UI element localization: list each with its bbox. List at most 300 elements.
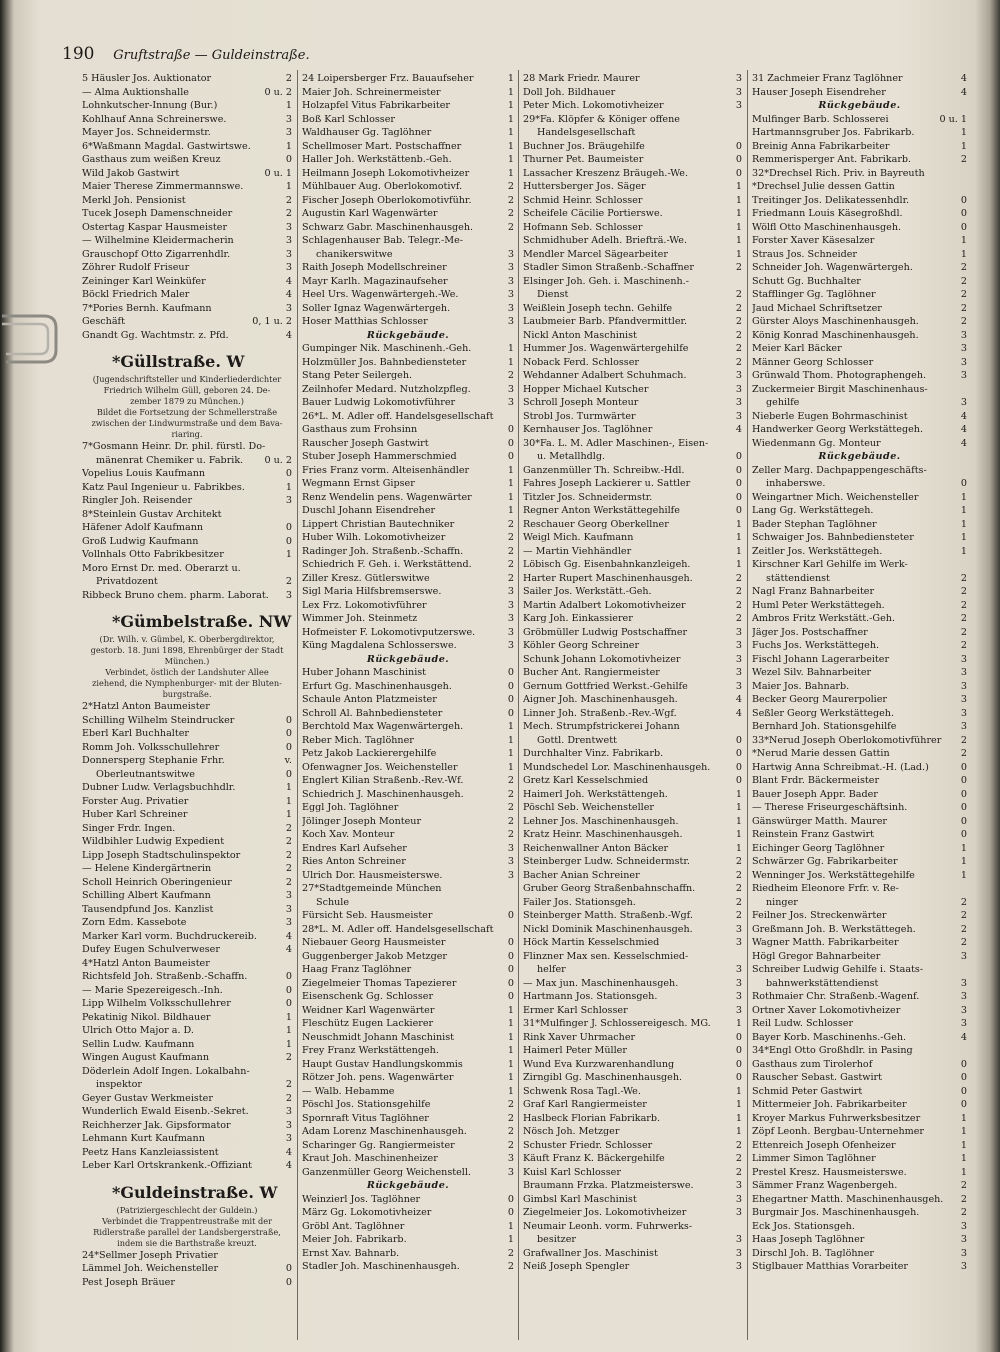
entry-text: Wunderlich Ewald Eisenb.-Sekret.	[82, 1106, 249, 1117]
floor-number: 2	[960, 262, 967, 273]
floor-number: 3	[507, 869, 514, 881]
entry-text: Lämmel Joh. Weichensteller	[82, 1263, 219, 1274]
floor-number: 3	[960, 977, 967, 989]
resident-entry	[523, 653, 742, 667]
floor-number: 2	[735, 316, 742, 327]
resident-entry	[82, 903, 292, 917]
floor-number: 1	[285, 140, 292, 152]
floor-number: 0	[507, 1193, 514, 1205]
resident-entry	[752, 680, 967, 694]
entry-text: Ziegelmeier Jos. Lokomotivheizer	[523, 1207, 687, 1218]
entry-text: Nickl Dominik Maschinenhausgeh.	[523, 923, 693, 935]
floor-number: 0	[285, 535, 292, 547]
floor-number: 3	[735, 626, 742, 638]
floor-number: 2	[285, 194, 292, 206]
floor-number: 0 u. 1	[264, 167, 292, 179]
entry-text: Pöschl Jos. Stationsgehilfe	[302, 1099, 431, 1110]
entry-text: Soller Ignaz Wagenwärtergeh.	[302, 302, 451, 314]
entry-text: Stadler Joh. Maschinenhausgeh.	[302, 1261, 460, 1272]
floor-number: 2	[960, 1207, 967, 1218]
entry-text: 8*Steinlein Gustav Architekt	[82, 508, 222, 520]
resident-entry	[82, 714, 292, 728]
entry-text: Eisenschenk Gg. Schlosser	[302, 991, 434, 1002]
resident-entry	[523, 801, 742, 815]
entry-text: Ganzenmüller Georg Weichenstell.	[302, 1166, 471, 1178]
floor-number: 2	[735, 343, 742, 354]
entry-text: Hummer Jos. Wagenwärtergehilfe	[523, 343, 689, 354]
resident-entry	[523, 599, 742, 613]
resident-entry	[82, 140, 292, 154]
entry-text: Schroll Joseph Monteur	[523, 397, 639, 408]
entry-text: Haas Joseph Taglöhner	[752, 1234, 865, 1245]
entry-text: Sigl Maria Hilfsbremserswe.	[302, 586, 442, 597]
entry-text: Fahres Joseph Lackierer u. Sattler	[523, 478, 691, 489]
floor-number: 3	[735, 991, 742, 1002]
resident-entry	[523, 1098, 742, 1112]
entry-text: 24*Sellmer Joseph Privatier	[82, 1249, 218, 1261]
entry-text: helfer	[537, 964, 566, 975]
resident-entry	[752, 612, 967, 626]
resident-entry	[752, 221, 967, 235]
resident-entry	[302, 234, 514, 248]
entry-text: Schellmoser Mart. Postschaffner	[302, 140, 462, 152]
floor-number: 3	[507, 626, 514, 638]
resident-entry	[752, 815, 967, 829]
entry-text: Rothmaier Chr. Straßenb.-Wagenf.	[752, 991, 920, 1002]
floor-number: 3	[507, 586, 514, 597]
resident-entry	[82, 727, 292, 741]
entry-text: 32*Drechsel Rich. Priv. in Bayreuth	[752, 167, 925, 179]
floor-number: 2	[507, 788, 514, 800]
entry-text: Reschauer Georg Oberkellner	[523, 518, 669, 530]
resident-entry	[523, 396, 742, 410]
entry-text: Ettenreich Joseph Ofenheizer	[752, 1139, 896, 1151]
floor-number: 0	[960, 802, 967, 813]
entry-text: Rückgebäude.	[366, 653, 450, 665]
resident-entry	[523, 491, 742, 505]
entry-text: 6*Waßmann Magdal. Gastwirtswe.	[82, 140, 251, 152]
resident-entry	[302, 504, 514, 518]
resident-entry	[82, 916, 292, 930]
resident-entry	[752, 1098, 967, 1112]
running-title: Gruftstraße — Guldeinstraße.	[113, 48, 310, 63]
floor-number: 0	[285, 714, 292, 726]
resident-entry	[302, 599, 514, 613]
floor-number: 1	[735, 208, 742, 219]
entry-text: Privatdozent	[96, 576, 158, 587]
floor-number: 0	[285, 1263, 292, 1274]
floor-number: 1	[507, 505, 514, 516]
floor-number: 1	[960, 235, 967, 246]
resident-entry	[523, 288, 742, 302]
entry-text: Meier Joh. Fabrikarb.	[302, 1234, 407, 1245]
resident-entry	[752, 639, 967, 653]
page-header	[62, 44, 962, 64]
floor-number: 3	[735, 383, 742, 395]
resident-entry	[523, 234, 742, 248]
floor-number: 1	[735, 842, 742, 854]
street-note: Ridlerstraße parallel der Landsbergerstraße,	[93, 1226, 281, 1237]
resident-entry	[752, 167, 967, 181]
entry-text: Ernst Xav. Bahnarb.	[302, 1247, 400, 1259]
entry-text: Rauscher Sebast. Gastwirt	[752, 1072, 883, 1083]
entry-text: Kroyer Markus Fuhrwerksbesitzer	[752, 1112, 921, 1124]
entry-text: Wingen August Kaufmann	[82, 1052, 210, 1063]
floor-number: 1	[507, 356, 514, 368]
floor-number: 3	[285, 903, 292, 915]
resident-entry	[752, 774, 967, 788]
entry-text: Hopper Michael Kutscher	[523, 383, 649, 395]
directory-column-4	[752, 72, 967, 1342]
entry-text: Buchner Jos. Bräugehilfe	[523, 140, 645, 152]
resident-entry	[752, 1166, 967, 1180]
floor-number: 1	[735, 532, 742, 543]
resident-entry	[523, 747, 742, 761]
resident-entry	[752, 734, 967, 748]
floor-number: 3	[735, 964, 742, 975]
entry-text: Tausendpfund Jos. Kanzlist	[82, 903, 214, 915]
entry-text: Guggenberger Jakob Metzger	[302, 950, 448, 962]
entry-text: Stafflinger Gg. Taglöhner	[752, 289, 876, 300]
resident-entry	[523, 342, 742, 356]
floor-number: 2	[735, 613, 742, 624]
section-label	[302, 329, 514, 343]
entry-text: Bauer Ludwig Lokomotivführer	[302, 397, 456, 408]
entry-text: Schneider Joh. Wagenwärtergeh.	[752, 262, 913, 273]
resident-entry	[752, 1085, 967, 1099]
floor-number: 0 u. 2	[264, 86, 292, 98]
floor-number: 2	[960, 275, 967, 287]
floor-number: 2	[735, 329, 742, 341]
entry-text: Mayer Jos. Schneidermstr.	[82, 127, 211, 138]
floor-number: 3	[735, 410, 742, 422]
floor-number: 1	[960, 248, 967, 260]
entry-text: Schroll Al. Bahnbediensteter	[302, 707, 443, 719]
resident-entry	[82, 1249, 292, 1263]
floor-number: 3	[960, 1018, 967, 1029]
floor-number: 2	[507, 1139, 514, 1151]
entry-text: — Wilhelmine Kleidermacherin	[82, 235, 234, 246]
entry-text: Treitinger Jos. Delikatessenhdlr.	[752, 194, 910, 206]
entry-text: Häfener Adolf Kaufmann	[82, 522, 204, 533]
floor-number: 0	[507, 964, 514, 975]
floor-number: 3	[960, 370, 967, 381]
resident-entry	[523, 1166, 742, 1180]
entry-text: Haslbeck Florian Fabrikarb.	[523, 1112, 661, 1124]
entry-text: Sämmer Franz Wagenbergeh.	[752, 1180, 898, 1191]
floor-number: 1	[960, 1112, 967, 1124]
floor-number: 0	[285, 468, 292, 479]
entry-text: 30*Fa. L. M. Adler Maschinen-, Eisen-	[523, 437, 709, 449]
floor-number: 1	[735, 1099, 742, 1110]
resident-entry	[752, 599, 967, 613]
resident-entry	[302, 869, 514, 883]
resident-entry	[82, 930, 292, 944]
floor-number: 4	[285, 275, 292, 287]
resident-entry	[302, 288, 514, 302]
floor-number: 4	[960, 86, 967, 98]
entry-text: Huber Wilh. Lokomotivheizer	[302, 532, 446, 543]
resident-entry	[523, 936, 742, 950]
resident-entry	[752, 72, 967, 86]
resident-entry	[302, 275, 514, 289]
floor-number: 2	[960, 613, 967, 624]
resident-entry	[82, 207, 292, 221]
resident-entry	[752, 1004, 967, 1018]
street-heading: *Gümbelstraße. NW	[112, 612, 292, 631]
floor-number: 1	[735, 802, 742, 813]
floor-number: 1	[507, 1004, 514, 1016]
resident-entry	[752, 153, 967, 167]
floor-number: 0	[507, 950, 514, 962]
entry-text: Steinberger Matth. Straßenb.-Wgf.	[523, 910, 693, 921]
entry-text: Scholl Heinrich Oberingenieur	[82, 876, 232, 888]
resident-entry	[302, 626, 514, 640]
entry-text: Schlagenhauser Bab. Telegr.-Me-	[302, 235, 464, 246]
resident-entry	[752, 302, 967, 316]
floor-number: 0	[507, 437, 514, 449]
entry-text: Reichenwallner Anton Bäcker	[523, 842, 669, 854]
resident-entry	[302, 1044, 514, 1058]
resident-entry	[523, 707, 742, 721]
entry-text: Vollnhals Otto Fabrikbesitzer	[82, 549, 224, 560]
resident-entry	[523, 666, 742, 680]
floor-number: 1	[735, 1112, 742, 1124]
resident-entry	[523, 626, 742, 640]
resident-entry	[82, 1065, 292, 1079]
entry-text: Thurner Pet. Baumeister	[523, 154, 644, 165]
resident-entry	[752, 1220, 967, 1234]
floor-number: 3	[507, 1153, 514, 1164]
entry-text: — Martin Viehhändler	[523, 545, 632, 557]
resident-entry	[752, 761, 967, 775]
entry-text: Waldhauser Gg. Taglöhner	[302, 127, 432, 138]
entry-text: Boß Karl Schlosser	[302, 113, 395, 125]
floor-number: 3	[960, 397, 967, 408]
entry-text: Zöhrer Rudolf Friseur	[82, 262, 190, 273]
resident-entry	[302, 801, 514, 815]
floor-number: 3	[285, 113, 292, 125]
entry-text: Burgmair Jos. Maschinenhausgeh.	[752, 1207, 920, 1218]
floor-number: 2	[735, 910, 742, 921]
entry-text: Aigner Joh. Maschinenhausgeh.	[523, 694, 678, 705]
entry-text: Zorn Edm. Kassebote	[82, 917, 187, 928]
entry-text: Singer Frdr. Ingen.	[82, 822, 176, 834]
floor-number: 3	[285, 262, 292, 273]
entry-text: Riedheim Eleonore Frfr. v. Re-	[752, 883, 899, 894]
entry-text: inhaberswe.	[766, 478, 826, 489]
resident-entry	[302, 410, 514, 424]
floor-number: 3	[285, 890, 292, 901]
entry-text: Nagl Franz Bahnarbeiter	[752, 586, 875, 597]
floor-number: 2	[960, 626, 967, 638]
floor-number: 2	[960, 154, 967, 165]
entry-text: Gumpinger Nik. Maschinenh.-Geh.	[302, 343, 472, 354]
resident-entry	[82, 970, 292, 984]
entry-text: Ribbeck Bruno chem. pharm. Laborat.	[82, 589, 269, 601]
entry-text: 31*Mulfinger J. Schlossereigesch. MG.	[523, 1018, 711, 1029]
resident-entry	[523, 261, 742, 275]
floor-number: 4	[960, 437, 967, 449]
resident-entry	[752, 140, 967, 154]
resident-entry	[302, 572, 514, 586]
floor-number: 1	[507, 478, 514, 489]
floor-number: 3	[735, 923, 742, 935]
floor-number: 0	[960, 1099, 967, 1110]
entry-text: Friedmann Louis Käsegroßhdl.	[752, 208, 903, 219]
entry-text: Fischer Joseph Oberlokomotivführ.	[302, 194, 472, 206]
floor-number: 0, 1 u. 2	[252, 316, 292, 327]
resident-entry	[523, 693, 742, 707]
column-divider	[297, 70, 298, 1340]
resident-entry	[523, 1071, 742, 1085]
resident-entry	[82, 984, 292, 998]
resident-entry	[82, 180, 292, 194]
floor-number: 2	[285, 73, 292, 84]
resident-entry	[523, 869, 742, 883]
entry-text: 27*Stadtgemeinde München	[302, 883, 442, 894]
floor-number: 1	[735, 1126, 742, 1137]
resident-entry	[302, 1152, 514, 1166]
resident-entry	[523, 585, 742, 599]
resident-entry	[752, 356, 967, 370]
resident-entry	[82, 1078, 292, 1092]
floor-number: 2	[507, 802, 514, 813]
entry-text: Wild Jakob Gastwirt	[82, 167, 180, 179]
entry-text: Lassacher Kreszenz Bräugeh.-We.	[523, 167, 688, 179]
floor-number: 1	[507, 1072, 514, 1083]
resident-entry	[752, 1125, 967, 1139]
entry-text: Wagner Matth. Fabrikarbeiter	[752, 937, 899, 948]
entry-text: Wiedenmann Gg. Monteur	[752, 437, 881, 449]
entry-text: Frey Franz Werkstättengeh.	[302, 1045, 439, 1056]
floor-number: 1	[735, 235, 742, 246]
entry-text: 5 Häusler Jos. Auktionator	[82, 73, 212, 84]
entry-text: Vopelius Louis Kaufmann	[82, 468, 206, 479]
entry-text: Mech. Strumpfstrickerei Johann	[523, 721, 680, 732]
resident-entry	[302, 86, 514, 100]
entry-text: Wildbihler Ludwig Expedient	[82, 836, 225, 847]
resident-entry	[752, 261, 967, 275]
resident-entry	[752, 207, 967, 221]
resident-entry	[302, 450, 514, 464]
resident-entry	[523, 612, 742, 626]
resident-entry	[302, 1085, 514, 1099]
floor-number: 3	[735, 680, 742, 692]
entry-text: Stang Peter Seilergeh.	[302, 370, 413, 381]
entry-text: Straus Jos. Schneider	[752, 248, 857, 260]
floor-number: 3	[735, 1004, 742, 1016]
entry-text: stättendienst	[766, 572, 830, 584]
floor-number: 1	[507, 1085, 514, 1097]
floor-number: 2	[735, 572, 742, 584]
entry-text: Zeitler Jos. Werkstättegeh.	[752, 545, 883, 557]
resident-entry	[752, 720, 967, 734]
floor-number: 2	[735, 883, 742, 894]
floor-number: 0	[960, 829, 967, 840]
street-note: (Jugendschriftsteller und Kinderliederdichter	[92, 374, 282, 384]
floor-number: 1	[960, 545, 967, 557]
entry-text: Pekatinig Nikol. Bildhauer	[82, 1011, 211, 1023]
resident-entry	[82, 1038, 292, 1052]
floor-number: 3	[507, 397, 514, 408]
entry-text: Männer Georg Schlosser	[752, 356, 874, 368]
resident-entry	[82, 1132, 292, 1146]
resident-entry	[302, 423, 514, 437]
resident-entry	[752, 1017, 967, 1031]
entry-text: Adam Lorenz Maschinenhausgeh.	[302, 1126, 467, 1137]
column-divider	[747, 70, 748, 1340]
resident-entry	[523, 572, 742, 586]
resident-entry	[82, 288, 292, 302]
entry-text: Erfurt Gg. Maschinenhausgeh.	[302, 680, 452, 692]
floor-number: 1	[960, 842, 967, 854]
floor-number: 3	[735, 977, 742, 989]
entry-text: Högl Gregor Bahnarbeiter	[752, 950, 881, 962]
resident-entry	[302, 180, 514, 194]
entry-text: Bacher Anian Schreiner	[523, 869, 640, 881]
resident-entry	[523, 788, 742, 802]
resident-entry	[82, 221, 292, 235]
resident-entry	[82, 508, 292, 522]
resident-entry	[752, 248, 967, 262]
entry-text: Eck Jos. Stationsgeh.	[752, 1220, 855, 1232]
resident-entry	[302, 1058, 514, 1072]
resident-entry	[752, 504, 967, 518]
resident-entry	[302, 140, 514, 154]
entry-text: Gruber Georg Straßenbahnschaffn.	[523, 883, 696, 894]
entry-text: Hoser Matthias Schlosser	[302, 316, 428, 327]
floor-number: 3	[735, 1180, 742, 1191]
floor-number: 2	[735, 1153, 742, 1164]
floor-number: 4	[285, 1160, 292, 1171]
floor-number: 0	[285, 998, 292, 1009]
floor-number: 1	[507, 86, 514, 98]
entry-text: Schmid Peter Gastwirt	[752, 1085, 863, 1097]
entry-text: 34*Engl Otto Großhdlr. in Pasing	[752, 1045, 913, 1056]
entry-text: Durchhalter Vinz. Fabrikarb.	[523, 748, 664, 759]
entry-text: Ostertag Kaspar Hausmeister	[82, 221, 228, 233]
entry-text: *Nerud Marie dessen Gattin	[752, 748, 890, 759]
floor-number: 2	[735, 896, 742, 908]
resident-entry	[302, 126, 514, 140]
floor-number: 0	[735, 491, 742, 503]
resident-entry	[82, 440, 292, 454]
resident-entry	[82, 494, 292, 508]
floor-number: 1	[285, 481, 292, 493]
resident-entry	[302, 167, 514, 181]
entry-text: Moro Ernst Dr. med. Oberarzt u.	[82, 562, 241, 574]
floor-number: 0	[285, 522, 292, 533]
floor-number: 3	[507, 383, 514, 395]
entry-text: Schuster Friedr. Schlosser	[523, 1139, 653, 1151]
entry-text: mänenrat Chemiker u. Fabrik.	[96, 454, 244, 466]
entry-text: Schutt Gg. Buchhalter	[752, 275, 861, 287]
street-heading: *Güllstraße. W	[112, 352, 245, 371]
floor-number: 2	[285, 1092, 292, 1104]
entry-text: Breinig Anna Fabrikarbeiter	[752, 140, 890, 152]
resident-entry	[752, 572, 967, 586]
entry-text: Sellin Ludw. Kaufmann	[82, 1038, 195, 1050]
resident-entry	[82, 1011, 292, 1025]
entry-text: Bucher Ant. Rangiermeister	[523, 667, 660, 678]
resident-entry	[302, 855, 514, 869]
entry-text: Reil Ludw. Schlosser	[752, 1018, 854, 1029]
entry-text: Schwenk Rosa Tagl.-We.	[523, 1085, 641, 1097]
entry-text: Renz Wendelin pens. Wagenwärter	[302, 491, 472, 503]
entry-text: Kuisl Karl Schlosser	[523, 1166, 621, 1178]
floor-number: 0	[507, 667, 514, 678]
